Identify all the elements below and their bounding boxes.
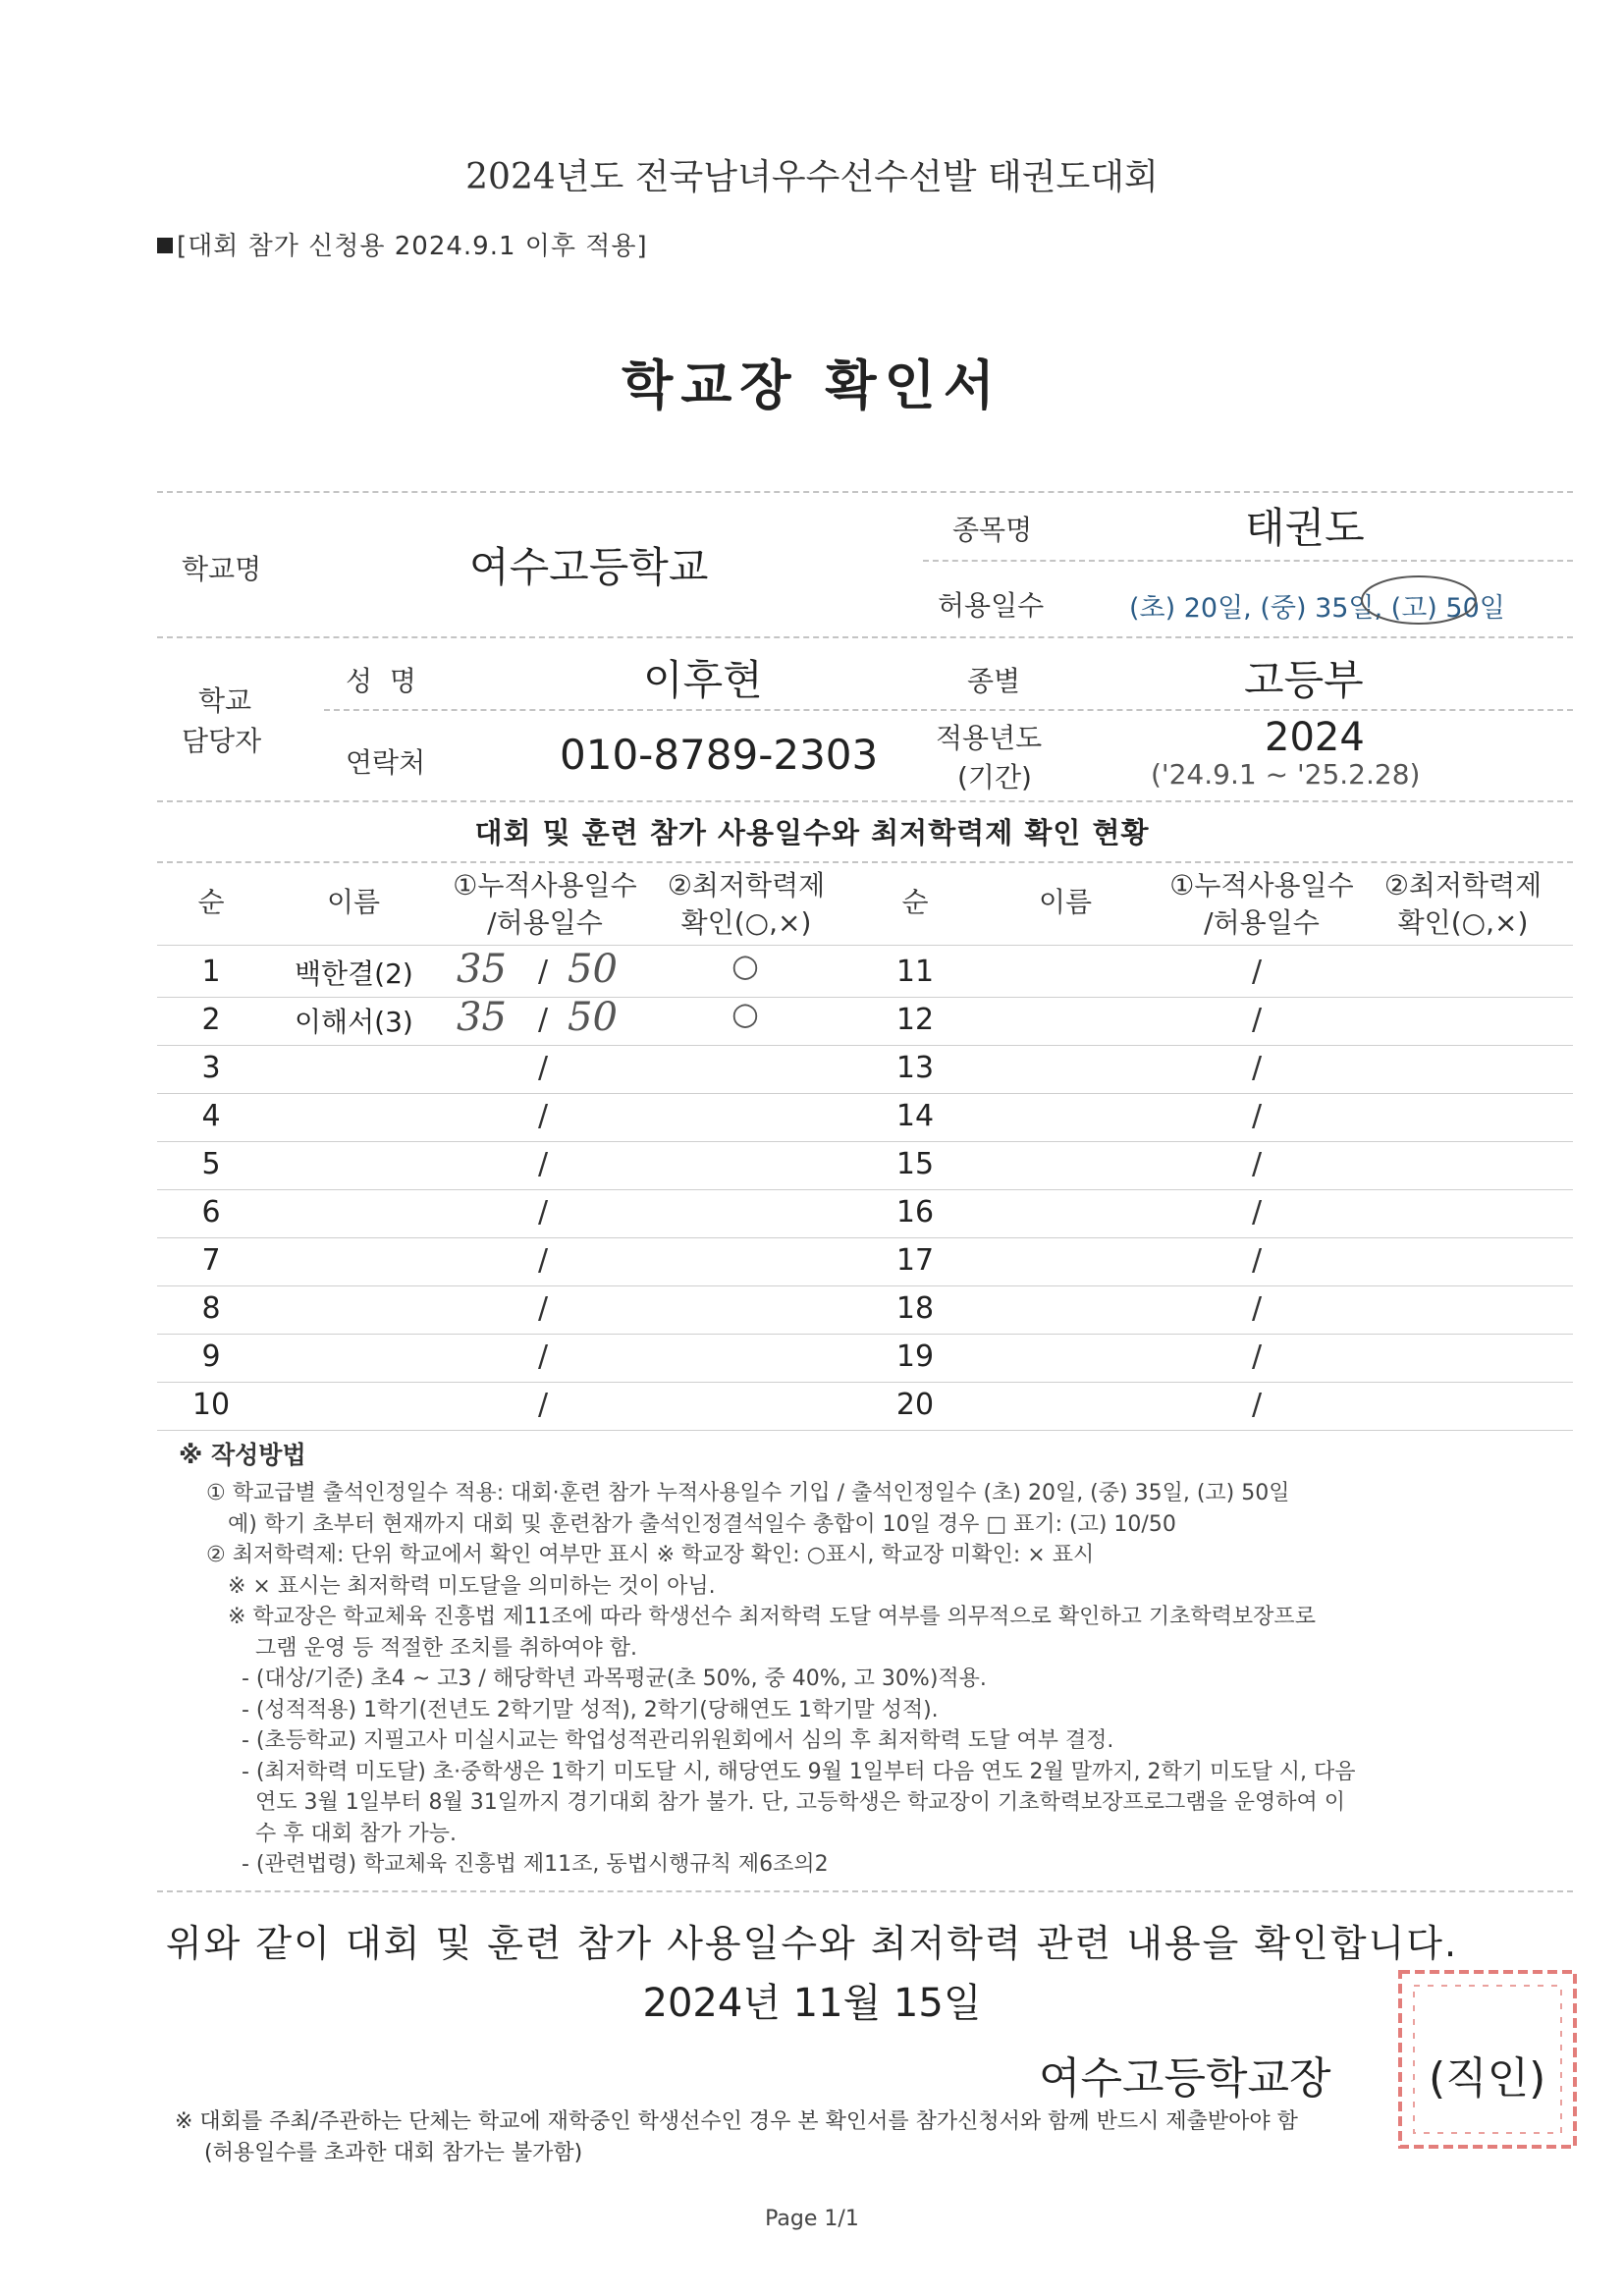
row-number: 1 bbox=[201, 955, 221, 989]
year-label-2: (기간) bbox=[957, 761, 1032, 793]
note-line: - (관련법령) 학교체육 진흥법 제11조, 동법시행규칙 제6조의2 bbox=[242, 1852, 829, 1877]
note-line: - (초등학교) 지필고사 미실시교는 학업성적관리위원회에서 심의 후 최저학력 도달 여부 결정. bbox=[242, 1728, 1114, 1753]
days-separator: / bbox=[1252, 955, 1263, 989]
note-line: 예) 학기 초부터 현재까지 대회 및 훈련참가 출석인정결석일수 총합이 10일 경우 □ 표기: (고) 10/50 bbox=[228, 1511, 1176, 1537]
square-bullet-icon bbox=[157, 238, 173, 253]
note-line: - (성적적용) 1학기(전년도 2학기말 성적), 2학기(당해연도 1학기말 성적). bbox=[242, 1697, 939, 1722]
table-caption: 대회 및 훈련 참가 사용일수와 최저학력제 확인 현황 bbox=[474, 816, 1150, 849]
contact-label-2: 담당자 bbox=[182, 725, 262, 757]
allowed-days-value: (초) 20일, (중) 35일, (고) 50일 bbox=[1129, 593, 1505, 624]
allowed-days: 50 bbox=[568, 995, 618, 1040]
divider bbox=[923, 560, 1573, 562]
notes-heading: ※ 작성방법 bbox=[179, 1441, 306, 1469]
note-line: ① 학교급별 출석인정일수 적용: 대회·훈련 참가 누적사용일수 기입 / 출석인정일수 (초) 20일, (중) 35일, (고) 50일 bbox=[206, 1481, 1290, 1505]
row-number: 11 bbox=[895, 955, 935, 989]
row-number: 20 bbox=[895, 1388, 935, 1422]
edu-check: ○ bbox=[731, 995, 759, 1032]
allowed-days: 50 bbox=[568, 947, 618, 992]
division-value: 고등부 bbox=[1244, 656, 1364, 704]
days-separator: / bbox=[538, 955, 549, 989]
division-label: 종별 bbox=[967, 665, 1021, 697]
row-divider bbox=[157, 1045, 1573, 1046]
event-value: 태권도 bbox=[1245, 504, 1365, 552]
divider bbox=[157, 945, 1573, 946]
row-divider bbox=[157, 1189, 1573, 1190]
school-name: 여수고등학교 bbox=[469, 543, 709, 591]
days-separator: / bbox=[538, 1051, 549, 1085]
event-label: 종목명 bbox=[952, 514, 1033, 546]
note-line: ② 최저학력제: 단위 학교에서 확인 여부만 표시 ※ 학교장 확인: ○표시, 학교장 미확인: × 표시 bbox=[206, 1543, 1095, 1567]
days-separator: / bbox=[1252, 1243, 1263, 1278]
student-name: 이해서(3) bbox=[295, 1006, 413, 1038]
row-divider bbox=[157, 997, 1573, 998]
confirm-date: 2024년 11월 15일 bbox=[642, 1981, 982, 2026]
edu-check: ○ bbox=[731, 947, 759, 984]
row-number: 6 bbox=[201, 1195, 221, 1230]
row-divider bbox=[157, 1382, 1573, 1383]
row-number: 18 bbox=[895, 1291, 935, 1326]
row-number: 14 bbox=[895, 1099, 935, 1133]
col-edu-left: ②최저학력제 확인(○,×) bbox=[667, 869, 826, 939]
period-value: ('24.9.1 ~ '25.2.28) bbox=[1151, 758, 1421, 791]
row-number: 7 bbox=[201, 1243, 221, 1278]
col-edu-right: ②최저학력제 확인(○,×) bbox=[1383, 869, 1543, 939]
days-separator: / bbox=[1252, 1003, 1263, 1037]
seal-label: (직인) bbox=[1429, 2053, 1546, 2104]
row-number: 16 bbox=[895, 1195, 935, 1230]
circle-mark-icon bbox=[1355, 570, 1483, 629]
col-days-left: ①누적사용일수 /허용일수 bbox=[453, 869, 637, 939]
divider bbox=[157, 861, 1573, 863]
days-separator: / bbox=[538, 1291, 549, 1326]
days-separator: / bbox=[538, 1339, 549, 1374]
divider bbox=[324, 709, 1573, 711]
days-separator: / bbox=[538, 1195, 549, 1230]
phone-value: 010-8789-2303 bbox=[560, 731, 879, 779]
col-name-left: 이름 bbox=[326, 886, 381, 918]
note-line: - (대상/기준) 초4 ~ 고3 / 해당학년 과목평균(초 50%, 중 40%, 고 30%)적용. bbox=[242, 1667, 987, 1691]
col-name-right: 이름 bbox=[1038, 886, 1093, 918]
col-days-right: ①누적사용일수 /허용일수 bbox=[1169, 869, 1354, 939]
note-line: ※ × 표시는 최저학력 미도달을 의미하는 것이 아님. bbox=[228, 1573, 716, 1599]
divider bbox=[157, 636, 1573, 638]
row-number: 10 bbox=[191, 1388, 231, 1422]
page-number: Page 1/1 bbox=[765, 2207, 859, 2231]
confirm-statement: 위와 같이 대회 및 훈련 참가 사용일수와 최저학력 관련 내용을 확인합니다. bbox=[165, 1922, 1459, 1965]
footnote: ※ 대회를 주최/주관하는 단체는 학교에 재학중인 학생선수인 경우 본 확인서를 참가신청서와 함께 반드시 제출받아야 함 bbox=[175, 2109, 1298, 2134]
days-separator: / bbox=[1252, 1051, 1263, 1085]
row-number: 8 bbox=[201, 1291, 221, 1326]
note-line: 그램 운영 등 적절한 조치를 취하여야 함. bbox=[255, 1635, 637, 1661]
days-separator: / bbox=[1252, 1291, 1263, 1326]
row-divider bbox=[157, 1141, 1573, 1142]
days-separator: / bbox=[1252, 1388, 1263, 1422]
col-no-right: 순 bbox=[901, 886, 929, 918]
event-title: 2024년도 전국남녀우수선수선발 태권도대회 bbox=[465, 157, 1159, 197]
row-number: 5 bbox=[201, 1147, 221, 1181]
row-divider bbox=[157, 1430, 1573, 1431]
row-number: 12 bbox=[895, 1003, 935, 1037]
school-label: 학교명 bbox=[182, 553, 262, 585]
year-value: 2024 bbox=[1265, 715, 1365, 760]
year-label-1: 적용년도 bbox=[936, 722, 1043, 754]
row-number: 4 bbox=[201, 1099, 221, 1133]
row-divider bbox=[157, 1093, 1573, 1094]
contact-label-1: 학교 bbox=[198, 684, 252, 717]
days-separator: / bbox=[1252, 1147, 1263, 1181]
document-title: 학교장 확인서 bbox=[622, 355, 1002, 416]
days-separator: / bbox=[538, 1388, 549, 1422]
row-number: 2 bbox=[201, 1003, 221, 1037]
note-line: 연도 3월 1일부터 8월 31일까지 경기대회 참가 불가. 단, 고등학생은 학교장이 기초학력보장프로그램을 운영하여 이 bbox=[255, 1790, 1345, 1815]
used-days: 35 bbox=[457, 947, 507, 992]
days-separator: / bbox=[538, 1243, 549, 1278]
application-note: [대회 참가 신청용 2024.9.1 이후 적용] bbox=[157, 226, 648, 262]
note-line: 수 후 대회 참가 가능. bbox=[255, 1821, 457, 1846]
used-days: 35 bbox=[457, 995, 507, 1040]
principal-title: 여수고등학교장 bbox=[1039, 2053, 1331, 2104]
row-number: 15 bbox=[895, 1147, 935, 1181]
name-value: 이후현 bbox=[643, 656, 763, 704]
row-divider bbox=[157, 1334, 1573, 1335]
days-separator: / bbox=[1252, 1099, 1263, 1133]
divider bbox=[157, 491, 1573, 493]
row-divider bbox=[157, 1237, 1573, 1238]
row-number: 17 bbox=[895, 1243, 935, 1278]
row-divider bbox=[157, 1285, 1573, 1286]
days-separator: / bbox=[538, 1099, 549, 1133]
note-line: - (최저학력 미도달) 초·중학생은 1학기 미도달 시, 해당연도 9월 1일부터 다음 연도 2월 말까지, 2학기 미도달 시, 다음 bbox=[242, 1759, 1356, 1784]
phone-label: 연락처 bbox=[346, 746, 426, 779]
row-number: 19 bbox=[895, 1339, 935, 1374]
days-separator: / bbox=[1252, 1195, 1263, 1230]
student-name: 백한결(2) bbox=[295, 957, 413, 990]
divider bbox=[157, 1890, 1573, 1892]
days-separator: / bbox=[538, 1147, 549, 1181]
days-separator: / bbox=[1252, 1339, 1263, 1374]
col-no-left: 순 bbox=[197, 886, 225, 918]
note-line: ※ 학교장은 학교체육 진흥법 제11조에 따라 학생선수 최저학력 도달 여부를 의무적으로 확인하고 기초학력보장프로 bbox=[228, 1605, 1316, 1629]
days-separator: / bbox=[538, 1003, 549, 1037]
row-number: 3 bbox=[201, 1051, 221, 1085]
row-number: 13 bbox=[895, 1051, 935, 1085]
footnote-sub: (허용일수를 초과한 대회 참가는 불가함) bbox=[204, 2141, 583, 2165]
divider bbox=[157, 800, 1573, 802]
allowed-days-label: 허용일수 bbox=[938, 589, 1045, 622]
row-number: 9 bbox=[201, 1339, 221, 1374]
name-label: 성 명 bbox=[346, 665, 416, 697]
notes-list bbox=[206, 1478, 1512, 1881]
